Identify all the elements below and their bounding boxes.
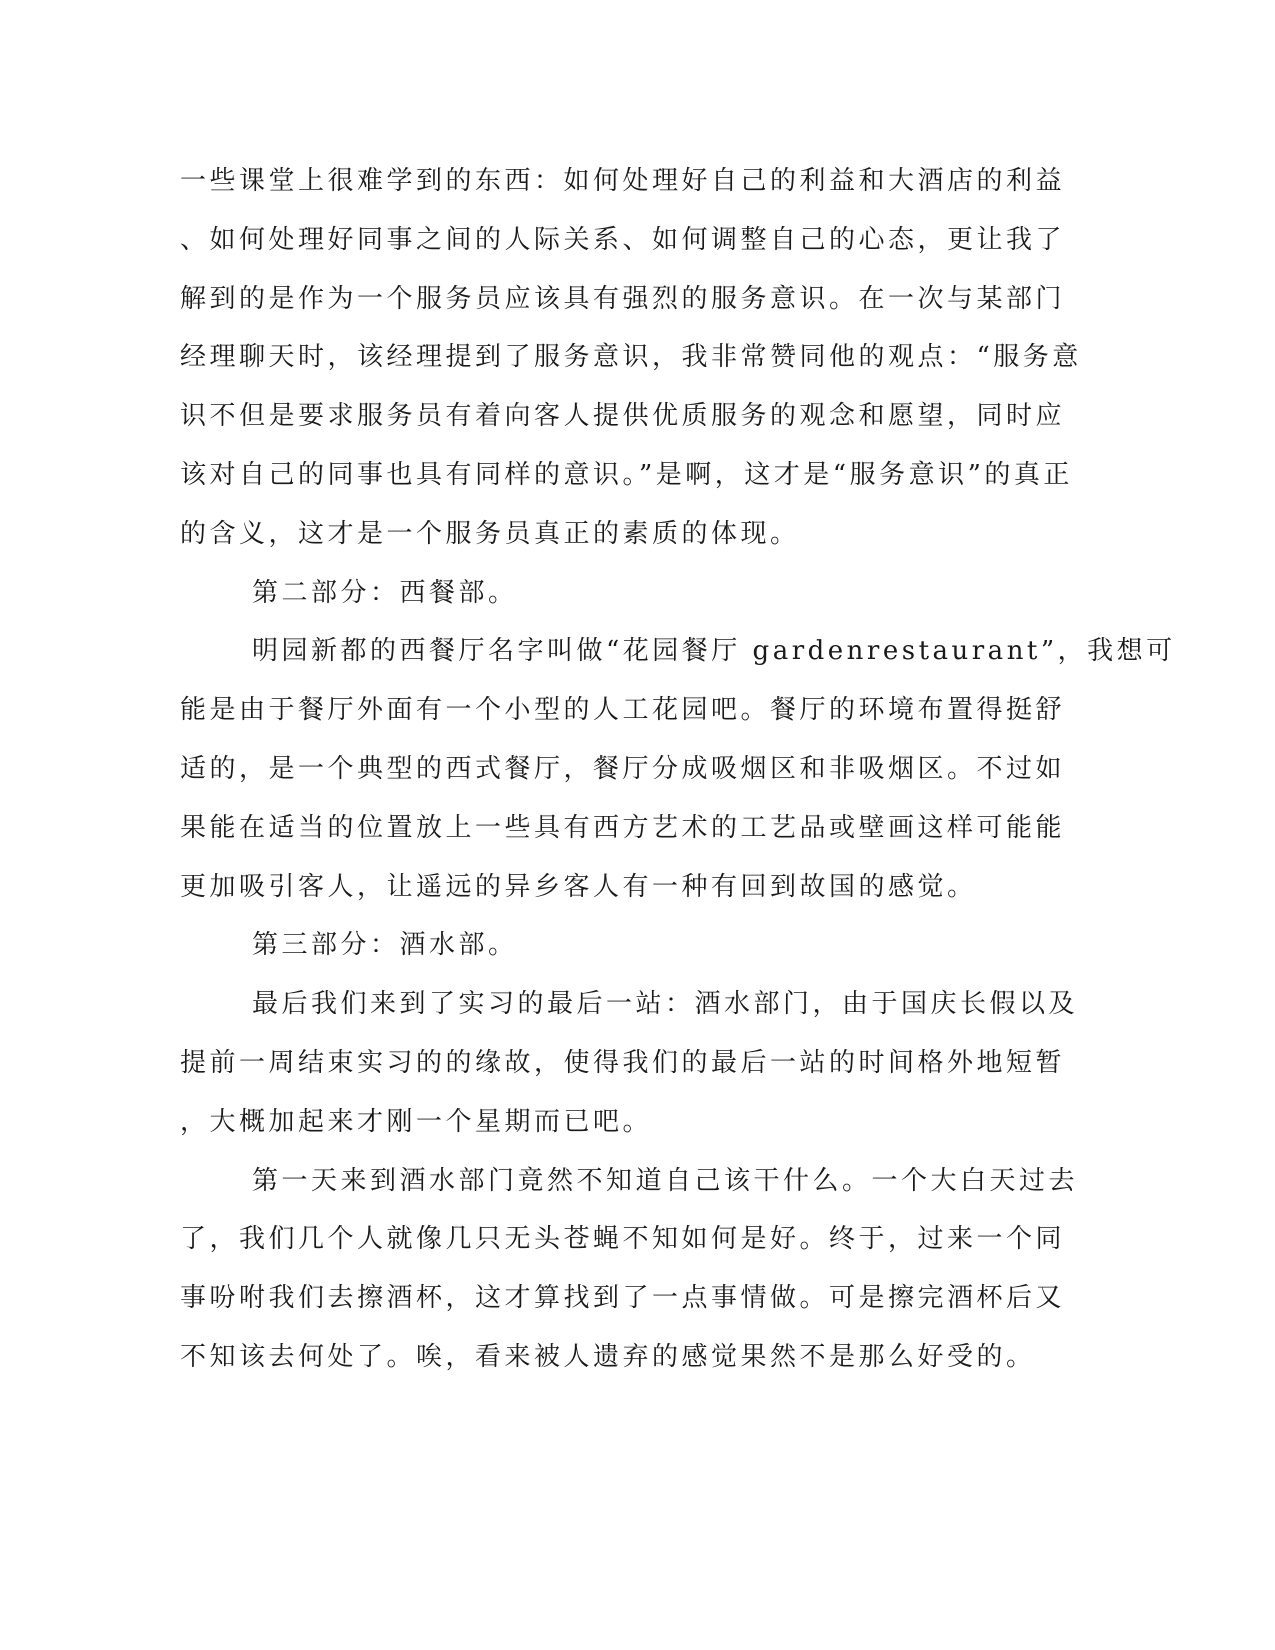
text-line: 适的，是一个典型的西式餐厅，餐厅分成吸烟区和非吸烟区。不过如 (180, 753, 1066, 784)
text-line: 不知该去何处了。唉，看来被人遗弃的感觉果然不是那么好受的。 (180, 1341, 1036, 1372)
text-line: 明园新都的西餐厅名字叫做“花园餐厅 gardenrestaurant”，我想可 (252, 636, 1176, 667)
text-line: 该对自己的同事也具有同样的意识。”是啊，这才是“服务意识”的真正 (180, 459, 1073, 490)
section-heading-western-restaurant: 第二部分：西餐部。 (252, 577, 518, 608)
text-line: 事吩咐我们去擦酒杯，这才算找到了一点事情做。可是擦完酒杯后又 (180, 1283, 1066, 1314)
text-line: 果能在适当的位置放上一些具有西方艺术的工艺品或壁画这样可能能 (180, 812, 1066, 843)
text-line: 、如何处理好同事之间的人际关系、如何调整自己的心态，更让我了 (180, 224, 1066, 255)
text-line: ，大概加起来才刚一个星期而已吧。 (180, 1106, 653, 1137)
document-body (180, 152, 1176, 1387)
text-line: 第一天来到酒水部门竟然不知道自己该干什么。一个大白天过去 (252, 1165, 1079, 1196)
text-line: 一些课堂上很难学到的东西：如何处理好自己的利益和大酒店的利益 (180, 166, 1066, 196)
text-line: 了，我们几个人就像几只无头苍蝇不知如何是好。终于，过来一个同 (180, 1224, 1066, 1255)
text-line: 能是由于餐厅外面有一个小型的人工花园吧。餐厅的环境布置得挺舒 (180, 695, 1066, 726)
section-heading-beverage: 第三部分：酒水部。 (252, 930, 518, 961)
text-line: 经理聊天时，该经理提到了服务意识，我非常赞同他的观点：“服务意 (180, 342, 1082, 373)
text-line: 最后我们来到了实习的最后一站：酒水部门，由于国庆长假以及 (252, 989, 1079, 1020)
text-line: 识不但是要求服务员有着向客人提供优质服务的观念和愿望，同时应 (180, 401, 1066, 432)
text-line: 提前一周结束实习的的缘故，使得我们的最后一站的时间格外地短暂 (180, 1047, 1066, 1078)
text-line: 的含义，这才是一个服务员真正的素质的体现。 (180, 518, 800, 549)
text-line: 解到的是作为一个服务员应该具有强烈的服务意识。在一次与某部门 (180, 283, 1066, 314)
text-line: 更加吸引客人，让遥远的异乡客人有一种有回到故国的感觉。 (180, 871, 977, 902)
